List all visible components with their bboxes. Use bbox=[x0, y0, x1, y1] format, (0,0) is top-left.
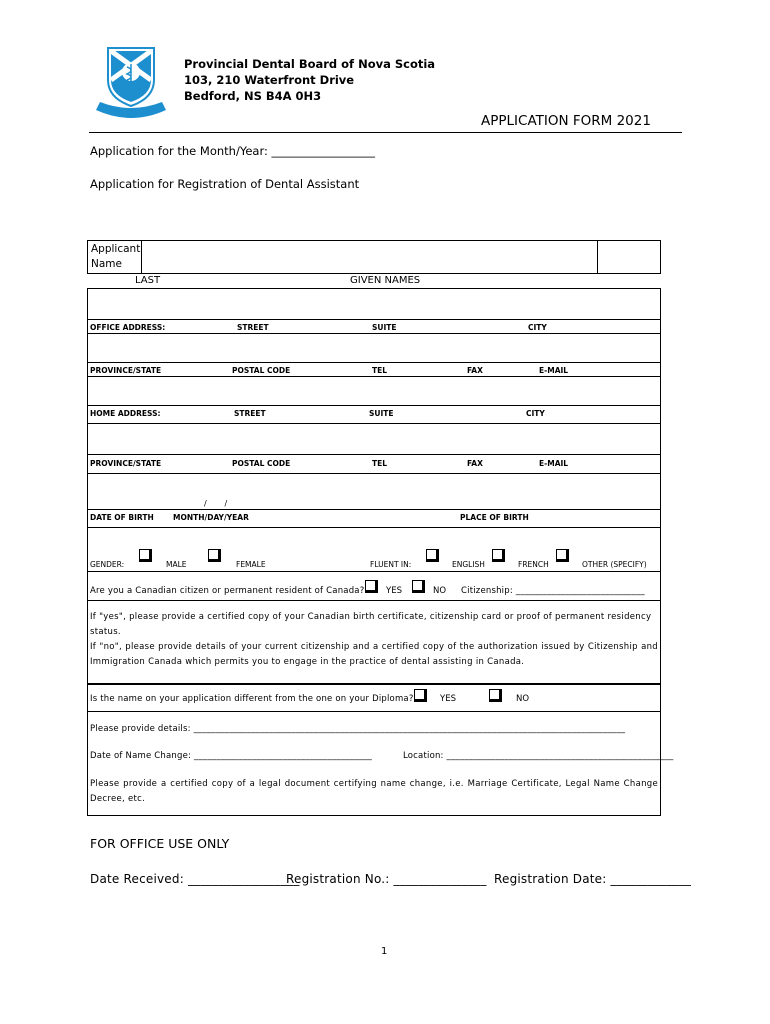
citizen-no-checkbox[interactable] bbox=[412, 580, 425, 593]
citizen-yes-instructions: If "yes", please provide a certified copy of your Canadian birth certificate, citizenship card or proof of permanent residency status. bbox=[90, 612, 652, 637]
fluent-other-checkbox[interactable] bbox=[556, 549, 569, 562]
home-address-input[interactable] bbox=[88, 377, 660, 405]
office-address-label: OFFICE ADDRESS: bbox=[90, 323, 166, 332]
applicant-label-2: Name bbox=[91, 258, 122, 270]
name-change-no-label: NO bbox=[516, 694, 530, 704]
fluent-other-label: OTHER (SPECIFY) bbox=[582, 560, 647, 569]
home-province-input[interactable] bbox=[88, 424, 660, 454]
citizen-yes-checkbox[interactable] bbox=[365, 580, 378, 593]
given-names-label: GIVEN NAMES bbox=[350, 275, 421, 286]
home-fax-label: FAX bbox=[467, 459, 483, 468]
gender-male-label: MALE bbox=[166, 560, 187, 569]
row-rule bbox=[87, 711, 661, 712]
citizen-yes-label: YES bbox=[386, 586, 402, 596]
fluent-english-label: ENGLISH bbox=[452, 560, 485, 569]
name-change-legal-instructions: Please provide a certified copy of a legal document certifying name change, i.e. Marriage Certificate, Legal Name Change Decree, etc. bbox=[90, 779, 658, 804]
row-rule bbox=[87, 509, 661, 510]
dob-label: DATE OF BIRTH bbox=[90, 513, 154, 522]
name-change-date-field[interactable]: Date of Name Change: ________________________________________ bbox=[90, 751, 373, 761]
name-change-location-field[interactable]: Location: ___________________________________________________ bbox=[403, 751, 674, 761]
home-email-label: E-MAIL bbox=[539, 459, 569, 468]
page-number: 1 bbox=[381, 946, 388, 957]
applicant-name-extra-input[interactable] bbox=[598, 241, 660, 273]
applicant-label-1: Applicant bbox=[91, 243, 141, 255]
name-change-details-field[interactable]: Please provide details: _________________________________________________________________________________________________ bbox=[90, 724, 626, 734]
row-rule bbox=[87, 362, 661, 363]
applicant-name-input[interactable] bbox=[142, 241, 596, 273]
home-address-label: HOME ADDRESS: bbox=[90, 409, 161, 418]
home-city-label: CITY bbox=[526, 409, 545, 418]
gender-male-checkbox[interactable] bbox=[139, 549, 152, 562]
citizenship-field[interactable]: Citizenship: _____________________________ bbox=[461, 586, 645, 596]
fluent-english-checkbox[interactable] bbox=[426, 549, 439, 562]
org-name: Provincial Dental Board of Nova Scotia bbox=[184, 57, 436, 71]
row-rule bbox=[87, 600, 661, 601]
office-fax-label: FAX bbox=[467, 366, 483, 375]
name-change-no-checkbox[interactable] bbox=[489, 689, 502, 702]
office-city-label: CITY bbox=[528, 323, 547, 332]
citizen-question: Are you a Canadian citizen or permanent resident of Canada? bbox=[90, 586, 365, 596]
month-year-field[interactable]: Application for the Month/Year: __________________ bbox=[90, 144, 376, 158]
home-street-label: STREET bbox=[234, 409, 266, 418]
fluent-in-label: FLUENT IN: bbox=[370, 560, 412, 569]
office-province-input[interactable] bbox=[88, 334, 660, 362]
name-change-yes-label: YES bbox=[440, 694, 456, 704]
office-email-label: E-MAIL bbox=[539, 366, 569, 375]
org-address-line1: 103, 210 Waterfront Drive bbox=[184, 73, 355, 87]
home-postal-label: POSTAL CODE bbox=[232, 459, 291, 468]
row-rule bbox=[87, 571, 661, 572]
dob-format-label: MONTH/DAY/YEAR bbox=[173, 513, 249, 522]
date-received-field: Date Received: __________________ bbox=[90, 872, 300, 886]
row-rule bbox=[87, 405, 661, 406]
citizen-no-label: NO bbox=[433, 586, 447, 596]
birth-input[interactable] bbox=[88, 474, 660, 508]
home-tel-label: TEL bbox=[372, 459, 388, 468]
fluent-french-label: FRENCH bbox=[518, 560, 549, 569]
org-address-line2: Bedford, NS B4A 0H3 bbox=[184, 89, 322, 103]
office-use-title: FOR OFFICE USE ONLY bbox=[90, 836, 230, 851]
title-rule bbox=[89, 132, 682, 133]
registration-type: Application for Registration of Dental Assistant bbox=[90, 177, 360, 191]
office-address-input[interactable] bbox=[88, 289, 660, 319]
home-province-label: PROVINCE/STATE bbox=[90, 459, 162, 468]
registration-no-field: Registration No.: _______________ bbox=[286, 872, 487, 886]
board-logo bbox=[94, 44, 168, 124]
place-of-birth-label: PLACE OF BIRTH bbox=[460, 513, 529, 522]
row-rule bbox=[87, 454, 661, 455]
fluent-french-checkbox[interactable] bbox=[492, 549, 505, 562]
office-postal-label: POSTAL CODE bbox=[232, 366, 291, 375]
home-suite-label: SUITE bbox=[369, 409, 394, 418]
row-rule bbox=[87, 527, 661, 528]
gender-female-label: FEMALE bbox=[236, 560, 266, 569]
name-change-question: Is the name on your application different from the one on your Diploma? bbox=[90, 694, 414, 704]
office-tel-label: TEL bbox=[372, 366, 388, 375]
dob-slashes: / / bbox=[204, 499, 228, 508]
row-rule bbox=[87, 319, 661, 320]
registration-date-field: Registration Date: _____________ bbox=[494, 872, 692, 886]
form-title: APPLICATION FORM 2021 bbox=[481, 113, 651, 129]
gender-label: GENDER: bbox=[90, 560, 125, 569]
citizen-no-instructions: If "no", please provide details of your current citizenship and a certified copy of the authorization issued by Citizenship and Immigration Canada which permits you to engage in the practice of dental assisting in Canada. bbox=[90, 642, 658, 667]
office-province-label: PROVINCE/STATE bbox=[90, 366, 162, 375]
office-suite-label: SUITE bbox=[372, 323, 397, 332]
gender-female-checkbox[interactable] bbox=[208, 549, 221, 562]
last-name-label: LAST bbox=[135, 275, 161, 286]
name-change-yes-checkbox[interactable] bbox=[414, 689, 427, 702]
office-street-label: STREET bbox=[237, 323, 269, 332]
